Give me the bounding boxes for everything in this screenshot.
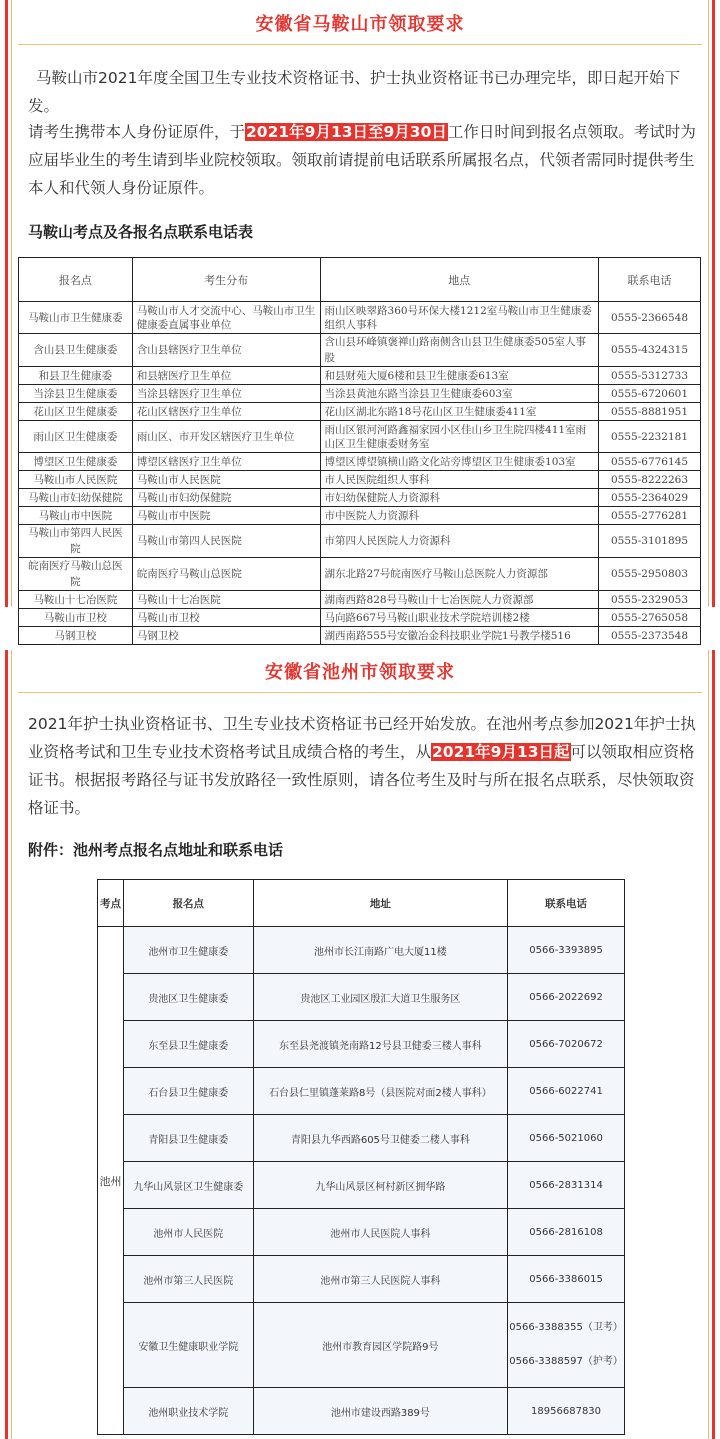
table-row [98, 1209, 625, 1256]
table-row [98, 974, 625, 1021]
phone-cell: 0555-6776145 [599, 453, 701, 471]
header-cell: 地址 [253, 880, 507, 927]
table-row [98, 927, 625, 974]
address-cell: 雨山区映翠路360号环保大楼1212室马鞍山市卫生健康委组织人事科 [320, 302, 599, 334]
site-cell: 当涂县卫生健康委 [19, 385, 133, 403]
phone-cell: 0555-2329053 [599, 591, 701, 609]
table-row [19, 591, 701, 609]
phone-cell: 0566-5021060 [508, 1115, 625, 1162]
table-row [19, 302, 701, 334]
site-cell: 马鞍山市第四人民医院 [19, 525, 133, 558]
section-title: 安徽省池州市领取要求 [265, 662, 455, 683]
title-divider [18, 692, 702, 693]
address-cell: 湖东北路27号皖南医疗马鞍山总医院人力资源部 [320, 558, 599, 591]
phone-cell: 0555-4324315 [599, 334, 701, 367]
site-cell: 安徽卫生健康职业学院 [123, 1303, 253, 1388]
notice-text-post: 可以领取相应资格证书。根据报考路径与证书发放路径一致性原则，请各位考生及时与所在报名点联系，尽快领取资格证书。 [28, 743, 695, 817]
table-row [98, 1115, 625, 1162]
site-cell: 马鞍山市人民医院 [19, 471, 133, 489]
exam-area-cell: 池州 [98, 927, 124, 1435]
section-header [18, 8, 702, 42]
site-cell: 池州市人民医院 [123, 1209, 253, 1256]
phone-cell: 0566-2831314 [508, 1162, 625, 1209]
site-cell: 东至县卫生健康委 [123, 1021, 253, 1068]
scope-cell: 当涂县辖医疗卫生单位 [132, 385, 320, 403]
address-cell: 当涂县黄池东路当涂县卫生健康委603室 [320, 385, 599, 403]
phone-cell: 0566-2022692 [508, 974, 625, 1021]
site-cell: 马鞍山市卫校 [19, 609, 133, 627]
phone-cell: 0566-7020672 [508, 1021, 625, 1068]
table-row [19, 421, 701, 453]
intro-paragraph [28, 64, 696, 120]
notice-text-pre: 2021年护士执业资格证书、卫生专业技术资格证书已经开始发放。在池州考点参加2021年护士执业资格考试和卫生专业技术资格考试且成绩合格的考生，从 [28, 715, 696, 761]
date-highlight: 2021年9月13日至9月30日 [246, 123, 447, 141]
scope-cell: 马鞍山市妇幼保健院 [132, 489, 320, 507]
address-cell: 市妇幼保健院人力资源科 [320, 489, 599, 507]
address-cell: 九华山风景区柯村新区拥华路 [253, 1162, 507, 1209]
scope-cell: 花山区辖医疗卫生单位 [132, 403, 320, 421]
scope-cell: 马鞍山市人才交流中心、马鞍山市卫生健康委直属事业单位 [132, 302, 320, 334]
phone-cell: 0555-2950803 [599, 558, 701, 591]
address-cell: 贵池区工业园区殷汇大道卫生服务区 [253, 974, 507, 1021]
phone-cell: 0555-6720601 [599, 385, 701, 403]
phone-cell [508, 1303, 625, 1388]
address-cell: 池州市第三人民医院人事科 [253, 1256, 507, 1303]
address-cell: 和县财苑大厦6楼和县卫生健康委613室 [320, 367, 599, 385]
table-row [19, 525, 701, 558]
scope-cell: 马鞍山市人民医院 [132, 471, 320, 489]
table-row [19, 453, 701, 471]
right-border-decoration [712, 0, 715, 607]
phone-cell: 0555-2364029 [599, 489, 701, 507]
table-row [98, 1162, 625, 1209]
scope-cell: 皖南医疗马鞍山总医院 [132, 558, 320, 591]
phone-number: 0566-3388355（卫考） [509, 1322, 623, 1333]
table-row [98, 1388, 625, 1435]
address-cell: 池州市人民医院人事科 [253, 1209, 507, 1256]
section-title: 安徽省马鞍山市领取要求 [255, 14, 465, 35]
header-cell: 报名点 [19, 258, 133, 302]
scope-cell: 马鞍山市卫校 [132, 609, 320, 627]
scope-cell: 马鞍山市第四人民医院 [132, 525, 320, 558]
scope-cell: 马鞍山市中医院 [132, 507, 320, 525]
site-cell: 皖南医疗马鞍山总医院 [19, 558, 133, 591]
scope-cell: 博望区辖医疗卫生单位 [132, 453, 320, 471]
address-cell: 市人民医院组织人事科 [320, 471, 599, 489]
scope-cell: 含山县辖医疗卫生单位 [132, 334, 320, 367]
chizhou-contact-table [97, 879, 625, 1435]
left-border-decoration [5, 0, 8, 607]
left-border-decoration [5, 650, 8, 1439]
table-header-row [98, 880, 625, 927]
phone-cell: 0555-5312733 [599, 367, 701, 385]
scope-cell: 马鞍山十七冶医院 [132, 591, 320, 609]
address-cell: 湖西南路555号安徽冶金科技职业学院1号教学楼516 [320, 627, 599, 645]
scope-cell: 雨山区、市开发区辖医疗卫生单位 [132, 421, 320, 453]
site-cell: 雨山区卫生健康委 [19, 421, 133, 453]
phone-cell: 0555-8881951 [599, 403, 701, 421]
address-cell: 市第四人民医院人力资源科 [320, 525, 599, 558]
address-cell: 雨山区银河河路鑫福家园小区佳山乡卫生院四楼411室雨山区卫生健康委财务室 [320, 421, 599, 453]
header-cell: 联系电话 [508, 880, 625, 927]
phone-cell: 0566-2816108 [508, 1209, 625, 1256]
site-cell: 青阳县卫生健康委 [123, 1115, 253, 1162]
phone-cell: 0555-2232181 [599, 421, 701, 453]
site-cell: 贵池区卫生健康委 [123, 974, 253, 1021]
notice-paragraph [28, 710, 696, 822]
site-cell: 含山县卫生健康委 [19, 334, 133, 367]
table-row [19, 403, 701, 421]
header-cell: 报名点 [123, 880, 253, 927]
left-inner-border-decoration [11, 0, 12, 607]
table-row [19, 609, 701, 627]
address-cell: 湖南西路828号马鞍山十七冶医院人力资源部 [320, 591, 599, 609]
date-highlight: 2021年9月13日起 [432, 743, 570, 761]
site-cell: 马鞍山市卫生健康委 [19, 302, 133, 334]
site-cell: 石台县卫生健康委 [123, 1068, 253, 1115]
site-cell: 马钢卫校 [19, 627, 133, 645]
title-divider [18, 44, 702, 45]
phone-cell: 0555-2765058 [599, 609, 701, 627]
table-row [19, 471, 701, 489]
phone-cell: 0555-2373548 [599, 627, 701, 645]
phone-cell: 0566-6022741 [508, 1068, 625, 1115]
address-cell: 马向路667号马鞍山职业技术学院培训楼2楼 [320, 609, 599, 627]
address-cell: 石台县仁里镇蓬莱路8号（县医院对面2楼人事科） [253, 1068, 507, 1115]
site-cell: 池州市卫生健康委 [123, 927, 253, 974]
table-row [98, 1021, 625, 1068]
address-cell: 池州市教育园区学院路9号 [253, 1303, 507, 1388]
right-inner-border-decoration [708, 650, 709, 1439]
left-inner-border-decoration [11, 650, 12, 1439]
table-row [98, 1256, 625, 1303]
phone-cell: 18956687830 [508, 1388, 625, 1435]
instruction-paragraph [28, 118, 696, 202]
table-row [19, 334, 701, 367]
table-header-row [19, 258, 701, 302]
address-cell: 市中医院人力资源科 [320, 507, 599, 525]
site-cell: 马鞍山十七冶医院 [19, 591, 133, 609]
site-cell: 和县卫生健康委 [19, 367, 133, 385]
header-cell: 考点 [98, 880, 124, 927]
right-border-decoration [712, 650, 715, 1439]
phone-cell: 0555-8222263 [599, 471, 701, 489]
address-cell: 东至县尧渡镇尧南路12号县卫健委三楼人事科 [253, 1021, 507, 1068]
site-cell: 马鞍山市中医院 [19, 507, 133, 525]
attachment-title: 附件：池州考点报名点地址和联系电话 [28, 841, 284, 859]
table-row [98, 1068, 625, 1115]
site-cell: 九华山风景区卫生健康委 [123, 1162, 253, 1209]
table-title: 马鞍山考点及各报名点联系电话表 [28, 223, 254, 241]
scope-cell: 马钢卫校 [132, 627, 320, 645]
address-cell: 花山区湖北东路18号花山区卫生健康委411室 [320, 403, 599, 421]
header-cell: 考生分布 [132, 258, 320, 302]
maanshan-contact-table [18, 257, 701, 645]
address-cell: 青阳县九华西路605号卫健委二楼人事科 [253, 1115, 507, 1162]
right-inner-border-decoration [708, 0, 709, 607]
table-row [19, 558, 701, 591]
phone-cell: 0555-2776281 [599, 507, 701, 525]
table-row [19, 507, 701, 525]
scope-cell: 和县辖医疗卫生单位 [132, 367, 320, 385]
address-cell: 博望区博望镇横山路文化站旁博望区卫生健康委103室 [320, 453, 599, 471]
intro-text: 马鞍山市2021年度全国卫生专业技术资格证书、护士执业资格证书已办理完毕，即日起开始下发。 [28, 69, 680, 115]
address-cell: 池州市建设西路389号 [253, 1388, 507, 1435]
site-cell: 马鞍山市妇幼保健院 [19, 489, 133, 507]
phone-cell: 0566-3386015 [508, 1256, 625, 1303]
table-row [19, 367, 701, 385]
site-cell: 池州市第三人民医院 [123, 1256, 253, 1303]
table-row [19, 385, 701, 403]
maanshan-section [0, 0, 720, 642]
table-row [98, 1303, 625, 1388]
header-cell: 地点 [320, 258, 599, 302]
phone-cell: 0555-3101895 [599, 525, 701, 558]
phone-number: 0566-3388597（护考） [509, 1356, 623, 1367]
instruction-text-post: 工作日时间到报名点领取。考试时为应届毕业生的考生请到毕业院校领取。领取前请提前电话联系所属报名点，代领者需同时提供考生本人和代领人身份证原件。 [28, 123, 696, 197]
address-cell: 池州市长江南路广电大厦11楼 [253, 927, 507, 974]
table-row [19, 489, 701, 507]
section-header [18, 656, 702, 690]
phone-cell: 0555-2366548 [599, 302, 701, 334]
address-cell: 含山县环峰镇褒禅山路南侧含山县卫生健康委505室人事股 [320, 334, 599, 367]
header-cell: 联系电话 [599, 258, 701, 302]
table-row [19, 627, 701, 645]
instruction-text-pre: 请考生携带本人身份证原件，于 [28, 123, 246, 141]
site-cell: 池州职业技术学院 [123, 1388, 253, 1435]
phone-cell: 0566-3393895 [508, 927, 625, 974]
site-cell: 花山区卫生健康委 [19, 403, 133, 421]
site-cell: 博望区卫生健康委 [19, 453, 133, 471]
